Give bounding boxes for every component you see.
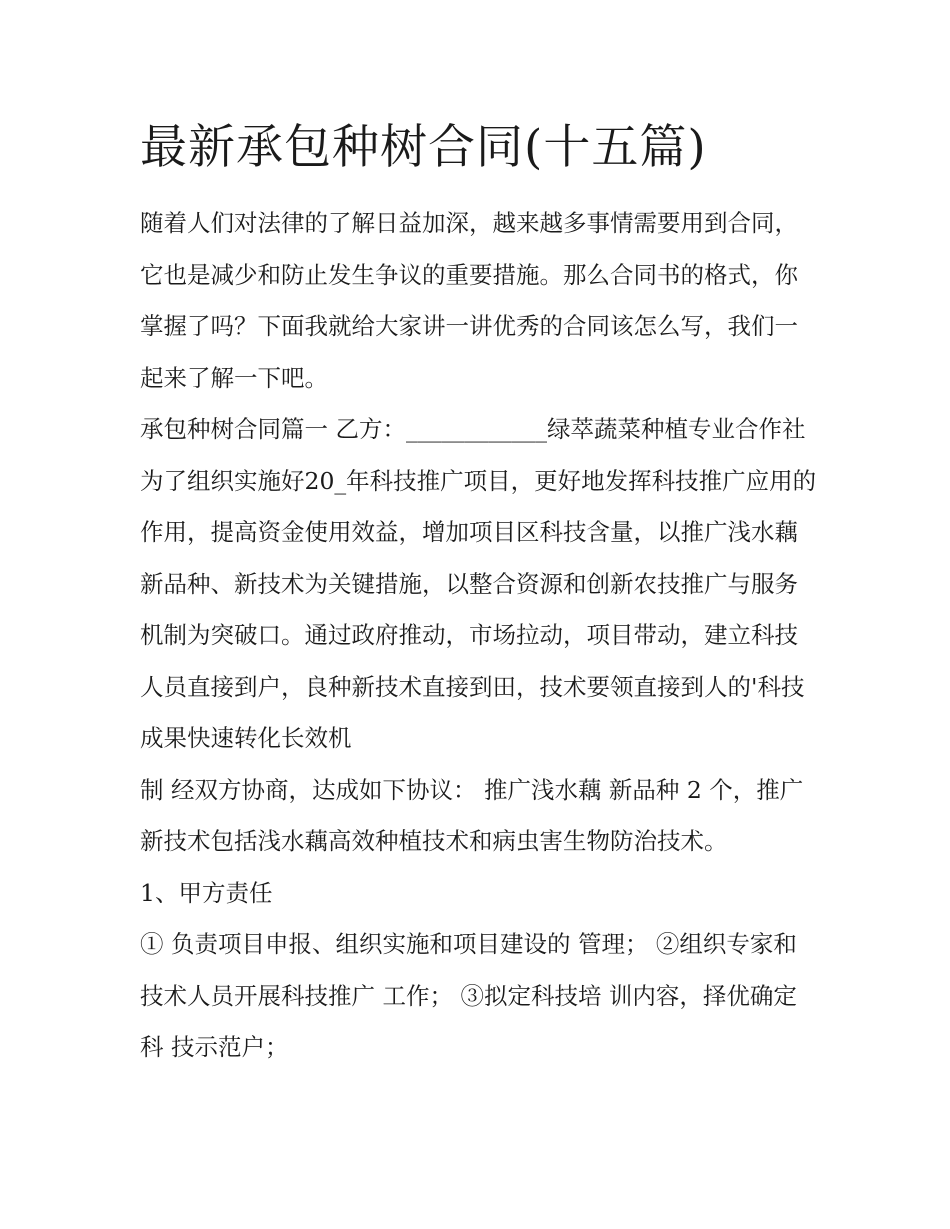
section-heading-party-a-duties: 1、甲方责任 [140,878,273,907]
paragraph-agreement: 制 经双方协商，达成如下协议： 推广浅水藕 新品种 2 个，推广新技术包括浅水藕高效种植技术和病虫害生物防治技术。 [140,775,804,855]
document-page [140,112,820,1074]
paragraph-intro: 随着人们对法律的了解日益加深，越来越多事情需要用到合同，它也是减少和防止发生争议的重要措施。那么合同书的格式，你掌握了吗？下面我就给大家讲一讲优秀的合同该怎么写，我们一起来了解一下吧。 [140,209,798,392]
paragraph-project-purpose: 为了组织实施好20_年科技推广项目，更好地发挥科技推广应用的作用，提高资金使用效益，增加项目区科技含量，以推广浅水藕新品种、新技术为关键措施，以整合资源和创新农技推广与服务机制为突破口。通过政府推动，市场拉动，项目带动，建立科技人员直接到户，良种新技术直接到田，技术要领直接到人的'科技成果快速转化长效机 [140,466,817,752]
document-title: 最新承包种树合同(十五篇) [140,120,707,175]
paragraph-contract-heading: 承包种树合同篇一 乙方：____________绿萃蔬菜种植专业合作社 [140,415,806,443]
paragraph-party-a-duties: ① 负责项目申报、组织实施和项目建设的 管理； ②组织专家和技术人员开展科技推广 工作； ③拟定科技培 训内容，择优确定科 技示范户； [140,930,797,1061]
